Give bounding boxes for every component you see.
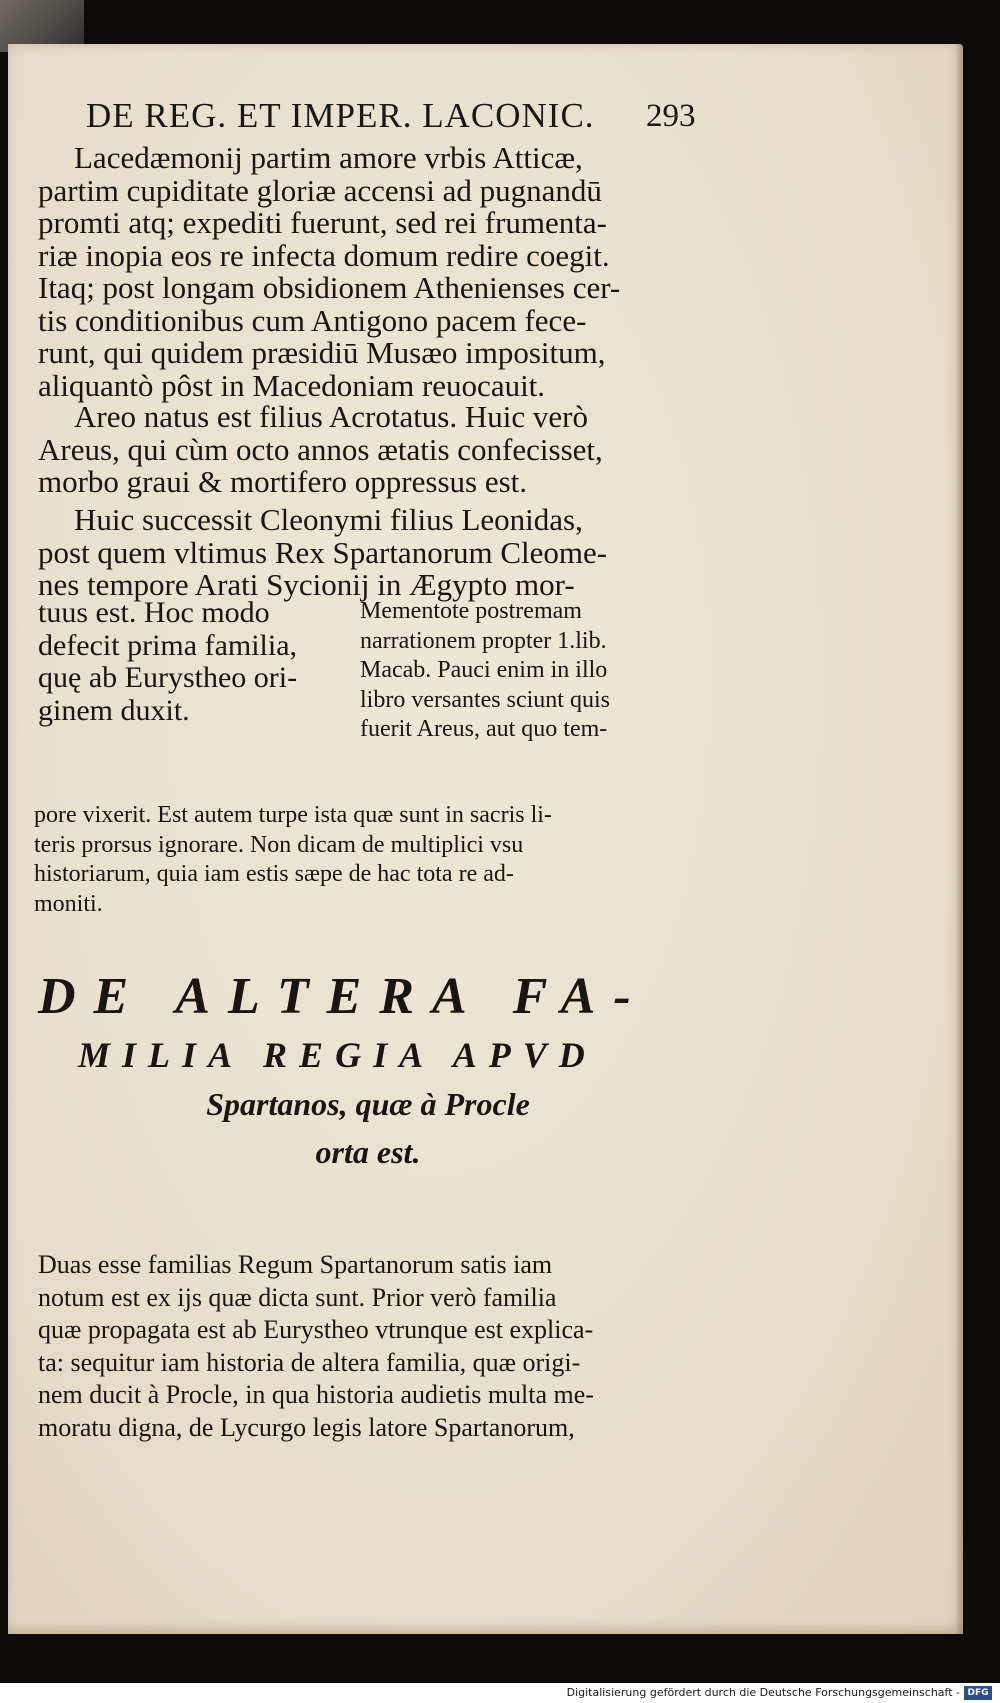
section-heading [38, 964, 658, 1176]
text-line: Huic successit Cleonymi filius Leonidas, [74, 502, 583, 537]
heading-line-4: orta est. [315, 1134, 421, 1170]
text-line: partim cupiditate gloriæ accensi ad pugnandū [38, 172, 602, 208]
text-line: ta: sequitur iam historia de altera familia, quæ origi- [38, 1347, 581, 1377]
text-line: tis conditionibus cum Antigono pacem fece- [38, 302, 587, 338]
text-line: quæ propagata est ab Eurystheo vtrunque est explica- [38, 1315, 594, 1344]
dfg-logo: DFG [964, 1686, 992, 1700]
paragraph-3-continued [38, 597, 328, 727]
paragraph-1 [38, 142, 638, 402]
text-line: Areo natus est filius Acrotatus. Huic verò [74, 399, 588, 434]
side-note [360, 597, 640, 745]
text-line: tuus est. Hoc modo [38, 596, 270, 629]
two-column-block [38, 597, 638, 797]
note-line: fuerit Areus, aut quo tem- [360, 716, 608, 742]
note-line: pore vixerit. Est autem turpe ista quæ sunt in sacris li- [34, 802, 552, 828]
page-number: 293 [646, 98, 696, 134]
paragraph-4 [38, 1249, 648, 1444]
text-line: Lacedæmonij partim amore vrbis Atticæ, [74, 140, 583, 175]
note-line: libro versantes sciunt quis [360, 686, 610, 713]
page-header [86, 96, 696, 140]
text-line: morbo graui & mortifero oppressus est. [38, 464, 528, 499]
note-line: Mementote postremam [360, 598, 582, 624]
digitization-footer [0, 1683, 1000, 1703]
heading-line-1: DE ALTERA FA- [38, 968, 649, 1025]
text-line: runt, qui quidem præsidiū Musæo impositum, [38, 335, 606, 370]
text-line: riæ inopia eos re infecta domum redire coegit. [38, 237, 610, 273]
note-continued [34, 801, 644, 919]
book-page [8, 44, 963, 1634]
note-line: historiarum, quia iam estis sæpe de hac tota re ad- [34, 861, 514, 887]
paragraph-2 [38, 401, 638, 499]
funding-credit: Digitalisierung gefördert durch die Deutsche Forschungsgemeinschaft - [566, 1686, 960, 1699]
heading-line-3: Spartanos, quæ à Procle [206, 1086, 530, 1122]
text-line: nes tempore Arati Sycionij in Ægypto mor- [38, 567, 575, 602]
text-line: moratu digna, de Lycurgo legis latore Spartanorum, [38, 1412, 575, 1442]
text-line: aliquantò pôst in Macedoniam reuocauit. [38, 367, 546, 403]
running-title: DE REG. ET IMPER. LACONIC. [86, 96, 595, 135]
text-line: post quem vltimus Rex Spartanorum Cleome- [38, 534, 608, 570]
note-line: moniti. [34, 890, 103, 917]
note-line: Macab. Pauci enim in illo [360, 657, 608, 683]
text-line: quę ab Eurystheo ori- [38, 661, 298, 694]
text-line: Areus, qui cùm octo annos ætatis confecisset, [38, 431, 603, 467]
note-line: teris prorsus ignorare. Non dicam de multiplici vsu [34, 831, 524, 858]
text-line: notum est ex ijs quæ dicta sunt. Prior verò familia [38, 1282, 557, 1312]
heading-line-2: MILIA REGIA APVD [78, 1035, 597, 1075]
text-line: ginem duxit. [38, 693, 190, 727]
text-line: promti atq; expediti fuerunt, sed rei frumenta- [38, 205, 608, 240]
note-line: narrationem propter 1.lib. [360, 627, 607, 654]
text-line: defecit prima familia, [38, 628, 298, 662]
paragraph-3 [38, 504, 638, 602]
text-line: Itaq; post longam obsidionem Athenienses cer- [38, 270, 621, 305]
text-line: Duas esse familias Regum Spartanorum satis iam [38, 1250, 553, 1279]
text-line: nem ducit à Procle, in qua historia audietis multa me- [38, 1380, 594, 1409]
